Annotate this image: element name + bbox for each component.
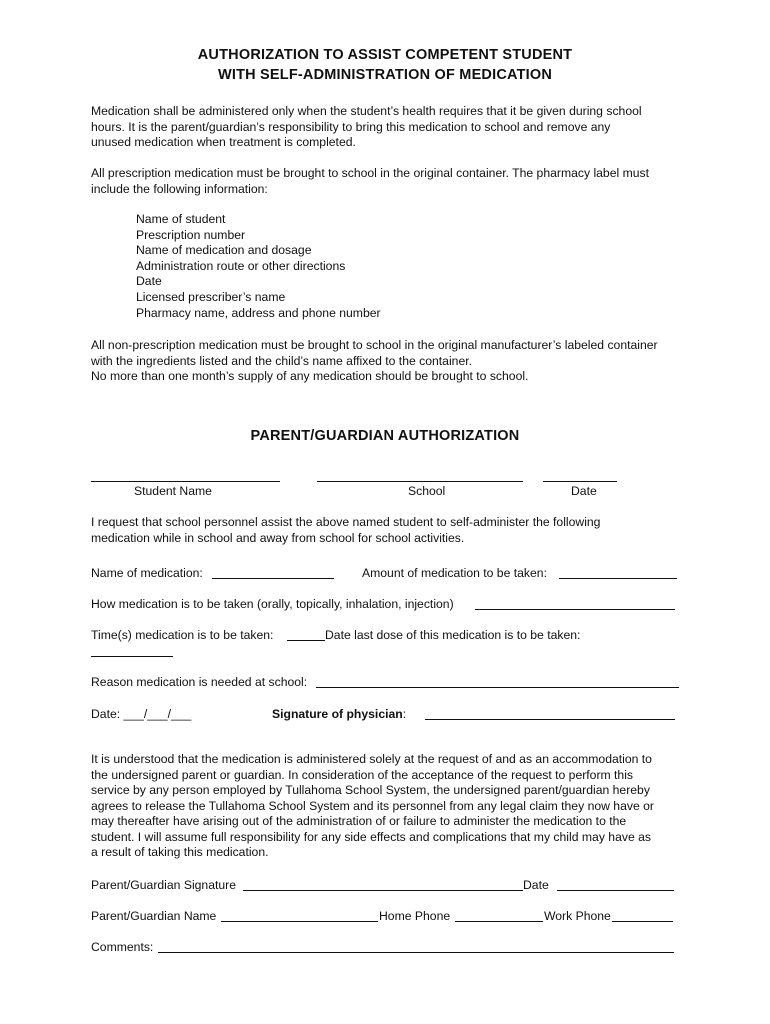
parent-date-label: Date xyxy=(523,878,549,892)
prescription-line: All prescription medication must be brought to school in the original container. The pharmacy label must xyxy=(91,166,649,180)
parent-signature-field[interactable] xyxy=(243,890,523,891)
amount-field[interactable] xyxy=(559,578,677,579)
request-line: medication while in school and away from school for school activities. xyxy=(91,530,465,545)
times-field[interactable] xyxy=(287,640,325,641)
physician-signature-label xyxy=(272,707,406,721)
nonprescription-line: All non-prescription medication must be brought to school in the original manufacturer’s labeled container xyxy=(91,338,658,352)
parent-name-field[interactable] xyxy=(221,921,378,922)
agreement-line: It is understood that the medication is administered solely at the request of and as an accommodation to xyxy=(91,752,652,766)
school-label: School xyxy=(408,484,446,498)
last-dose-label: Date last dose of this medication is to be taken: xyxy=(325,628,581,642)
date-label: Date xyxy=(571,484,597,498)
parent-signature-label: Parent/Guardian Signature xyxy=(91,878,236,892)
nonprescription-paragraph xyxy=(91,338,658,385)
list-item: Name of student xyxy=(136,212,226,226)
intro-line: hours. It is the parent/guardian’s responsibility to bring this medication to school and remove any xyxy=(91,119,611,134)
date-field[interactable] xyxy=(543,481,617,482)
agreement-line: the undersigned parent or guardian. In consideration of the acceptance of the request to perform this xyxy=(91,767,634,782)
reason-label: Reason medication is needed at school: xyxy=(91,675,308,689)
document-title-line1: AUTHORIZATION TO ASSIST COMPETENT STUDENT xyxy=(197,47,573,63)
list-item: Name of medication and dosage xyxy=(136,243,312,258)
agreement-line: service by any person employed by Tullahoma School System, the undersigned parent/guardian hereby xyxy=(91,783,650,797)
prescription-line: include the following information: xyxy=(91,181,268,196)
list-item: Pharmacy name, address and phone number xyxy=(136,305,381,320)
intro-line: unused medication when treatment is completed. xyxy=(91,135,356,149)
physician-date-field[interactable]: ___/___/___ xyxy=(123,707,192,721)
parent-name-label: Parent/Guardian Name xyxy=(91,909,217,923)
parent-date-field[interactable] xyxy=(557,890,674,891)
list-item: Prescription number xyxy=(136,227,246,242)
agreement-line: may thereafter have arising out of the administration of or failure to administer the medication to the xyxy=(91,814,627,828)
physician-date-label xyxy=(91,707,191,721)
agreement-line: agrees to release the Tullahoma School System and its personnel from any legal claim they now have or xyxy=(91,798,654,813)
intro-paragraph xyxy=(91,104,642,151)
nonprescription-line: with the ingredients listed and the child’s name affixed to the container. xyxy=(91,353,472,368)
section-title: PARENT/GUARDIAN AUTHORIZATION xyxy=(250,428,520,444)
list-item: Licensed prescriber’s name xyxy=(136,289,286,304)
times-label: Time(s) medication is to be taken: xyxy=(91,628,274,642)
school-field[interactable] xyxy=(317,481,523,482)
physician-signature-field[interactable] xyxy=(425,719,675,720)
nonprescription-line: No more than one month’s supply of any medication should be brought to school. xyxy=(91,369,529,383)
list-item: Date xyxy=(136,274,162,289)
student-name-field[interactable] xyxy=(91,481,280,482)
agreement-paragraph xyxy=(91,752,654,861)
home-phone-label: Home Phone xyxy=(379,909,451,923)
how-taken-field[interactable] xyxy=(475,609,675,610)
intro-line: Medication shall be administered only when the student’s health requires that it be given during school xyxy=(91,104,642,118)
request-paragraph xyxy=(91,515,600,546)
work-phone-label: Work Phone xyxy=(544,909,611,923)
pharmacy-label-list xyxy=(136,212,381,321)
reason-field[interactable] xyxy=(316,687,679,688)
request-line: I request that school personnel assist the above named student to self-administer the following xyxy=(91,515,601,529)
how-taken-label: How medication is to be taken (orally, topically, inhalation, injection) xyxy=(91,597,454,611)
list-item: Administration route or other directions xyxy=(136,258,346,273)
medication-name-field[interactable] xyxy=(212,578,334,579)
amount-label: Amount of medication to be taken: xyxy=(362,566,547,580)
student-name-label: Student Name xyxy=(134,484,212,498)
work-phone-field[interactable] xyxy=(612,921,673,922)
agreement-line: a result of taking this medication. xyxy=(91,845,269,859)
prescription-paragraph xyxy=(91,166,649,197)
medication-name-label: Name of medication: xyxy=(91,566,203,580)
physician-signature-text: Signature of physician xyxy=(272,707,403,721)
comments-label: Comments: xyxy=(91,940,154,954)
agreement-line: student. I will assume full responsibility for any side effects and complications that my child may have as xyxy=(91,829,651,844)
document-title-line2: WITH SELF-ADMINISTRATION OF MEDICATION xyxy=(217,67,553,83)
physician-date-text: Date: xyxy=(91,707,124,721)
last-dose-field[interactable] xyxy=(91,656,173,657)
physician-signature-colon: : xyxy=(402,707,407,721)
comments-field[interactable] xyxy=(158,952,674,953)
home-phone-field[interactable] xyxy=(455,921,543,922)
